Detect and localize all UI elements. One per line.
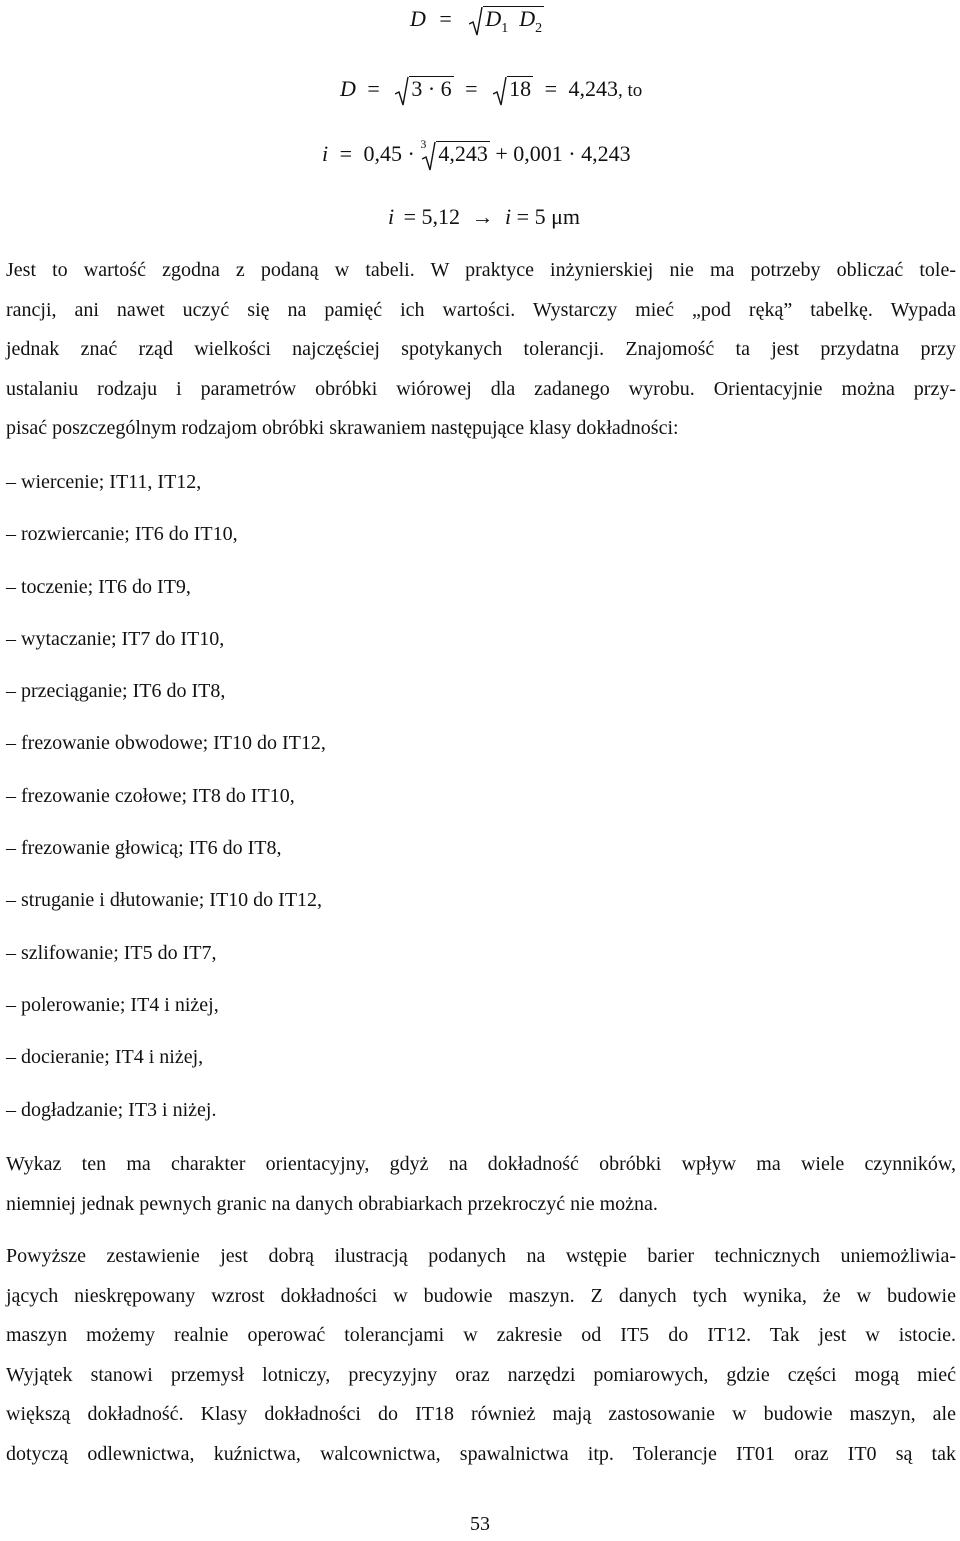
paragraph-line: Jest to wartość zgodna z podaną w tabeli. W praktyce inżynierskiej nie ma potrzeby obliczać tole- bbox=[6, 259, 956, 281]
paragraph-discussion bbox=[6, 1237, 956, 1474]
sqrt-symbol bbox=[395, 76, 453, 102]
list-item: – polerowanie; IT4 i niżej, bbox=[6, 993, 219, 1016]
eq4-rest: = 5 μm bbox=[516, 204, 580, 229]
paragraph-line: jących nieskrępowany wzrost dokładności w budowie maszyn. Z danych tych wynika, że w budowie bbox=[6, 1284, 956, 1307]
list-item: – docieranie; IT4 i niżej, bbox=[6, 1046, 204, 1069]
list-item: – przeciąganie; IT6 do IT8, bbox=[6, 680, 226, 703]
equation-d-value bbox=[340, 76, 642, 102]
list-item: – wiercenie; IT11, IT12, bbox=[6, 471, 202, 493]
radical-icon bbox=[422, 141, 436, 171]
eq2-equals-2: = bbox=[465, 76, 478, 101]
eq3-coef: 0,45 · bbox=[363, 141, 415, 166]
paragraph-line: Wyjątek stanowi przemysł lotniczy, precyzyjny oraz narzędzi pomiarowych, gdzie części mogą mieć bbox=[6, 1363, 956, 1386]
eq1-d2: D bbox=[519, 6, 536, 31]
eq4-value: = 5,12 bbox=[403, 204, 461, 229]
cube-root-index: 3 bbox=[420, 137, 427, 151]
eq4-lhs-2: i bbox=[505, 204, 512, 229]
eq3-lhs: i bbox=[322, 141, 329, 166]
list-item: – szlifowanie; IT5 do IT7, bbox=[6, 941, 217, 964]
eq2-lhs: D bbox=[340, 76, 356, 101]
paragraph-line: niemniej jednak pewnych granic na danych obrabiarkach przekroczyć nie można. bbox=[6, 1192, 658, 1215]
paragraph-line: maszyn możemy realnie operować tolerancjami w zakresie od IT5 do IT12. Tak jest w istocie. bbox=[6, 1324, 956, 1346]
eq2-suffix: , to bbox=[617, 80, 643, 101]
eq1-lhs: D bbox=[410, 6, 426, 31]
equation-result bbox=[388, 204, 580, 230]
right-arrow-icon: → bbox=[471, 204, 494, 229]
eq2-radicand-2: 18 bbox=[509, 76, 532, 101]
paragraph-intro bbox=[6, 251, 956, 449]
paragraph-line: ustalaniu rodzaju i parametrów obróbki wiórowej dla zadanego wyrobu. Orientacyjnie można przy- bbox=[6, 377, 956, 400]
paragraph-line: jednak znać rząd wielkości najczęściej spotykanych tolerancji. Znajomość ta jest przydatna przy bbox=[6, 338, 956, 360]
paragraph-summary bbox=[6, 1145, 956, 1224]
list-item: – wytaczanie; IT7 do IT10, bbox=[6, 627, 225, 650]
eq1-d1: D bbox=[485, 6, 502, 31]
radical-icon bbox=[493, 76, 507, 106]
eq2-radicand: 3 · 6 bbox=[411, 76, 452, 101]
eq1-equals: = bbox=[439, 6, 452, 31]
page-number: 53 bbox=[470, 1513, 490, 1535]
radical-icon bbox=[395, 76, 409, 106]
cube-root-symbol bbox=[420, 137, 490, 167]
eq3-equals: = bbox=[339, 141, 353, 166]
list-item: – rozwiercanie; IT6 do IT10, bbox=[6, 523, 238, 546]
list-item: – toczenie; IT6 do IT9, bbox=[6, 575, 191, 598]
paragraph-line: Powyższe zestawienie jest dobrą ilustracją podanych na wstępie barier technicznych uniemożliwia- bbox=[6, 1245, 956, 1267]
list-item: – dogładzanie; IT3 i niżej. bbox=[6, 1098, 217, 1121]
paragraph-line: rancji, ani nawet uczyć się na pamięć ich wartości. Wystarczy mieć „pod ręką” tabelkę. Wypada bbox=[6, 298, 956, 321]
eq2-equals: = bbox=[367, 76, 380, 101]
eq3-rest: + 0,001 · 4,243 bbox=[495, 141, 631, 166]
sqrt-symbol bbox=[469, 6, 544, 35]
equation-tolerance-unit bbox=[322, 137, 631, 167]
paragraph-line: pisać poszczególnym rodzajom obróbki skrawaniem następujące klasy dokładności: bbox=[6, 417, 679, 439]
paragraph-line: większą dokładność. Klasy dokładności do IT18 również mają zastosowanie w budowie maszyn, ale bbox=[6, 1403, 956, 1425]
sqrt-symbol bbox=[493, 76, 533, 102]
list-item: – frezowanie czołowe; IT8 do IT10, bbox=[6, 784, 295, 807]
eq4-lhs: i bbox=[388, 204, 395, 229]
list-item: – frezowanie obwodowe; IT10 do IT12, bbox=[6, 732, 326, 755]
paragraph-line: Wykaz ten ma charakter orientacyjny, gdyż na dokładność obróbki wpływ ma wiele czynników, bbox=[6, 1153, 956, 1175]
eq2-value: 4,243 bbox=[568, 76, 618, 101]
eq2-equals-3: = bbox=[544, 76, 557, 101]
equation-geometric-mean bbox=[410, 6, 544, 35]
eq1-d2-sub: 2 bbox=[535, 21, 543, 36]
machining-accuracy-list bbox=[6, 456, 326, 1136]
radical-icon bbox=[469, 6, 483, 36]
paragraph-line: dotyczą odlewnictwa, kuźnictwa, walcownictwa, spawalnictwa itp. Tolerancje IT01 oraz IT0 są tak bbox=[6, 1442, 956, 1465]
list-item: – frezowanie głowicą; IT6 do IT8, bbox=[6, 837, 282, 860]
eq1-d1-sub: 1 bbox=[501, 21, 509, 36]
list-item: – struganie i dłutowanie; IT10 do IT12, bbox=[6, 889, 323, 912]
eq3-radicand: 4,243 bbox=[438, 141, 488, 166]
